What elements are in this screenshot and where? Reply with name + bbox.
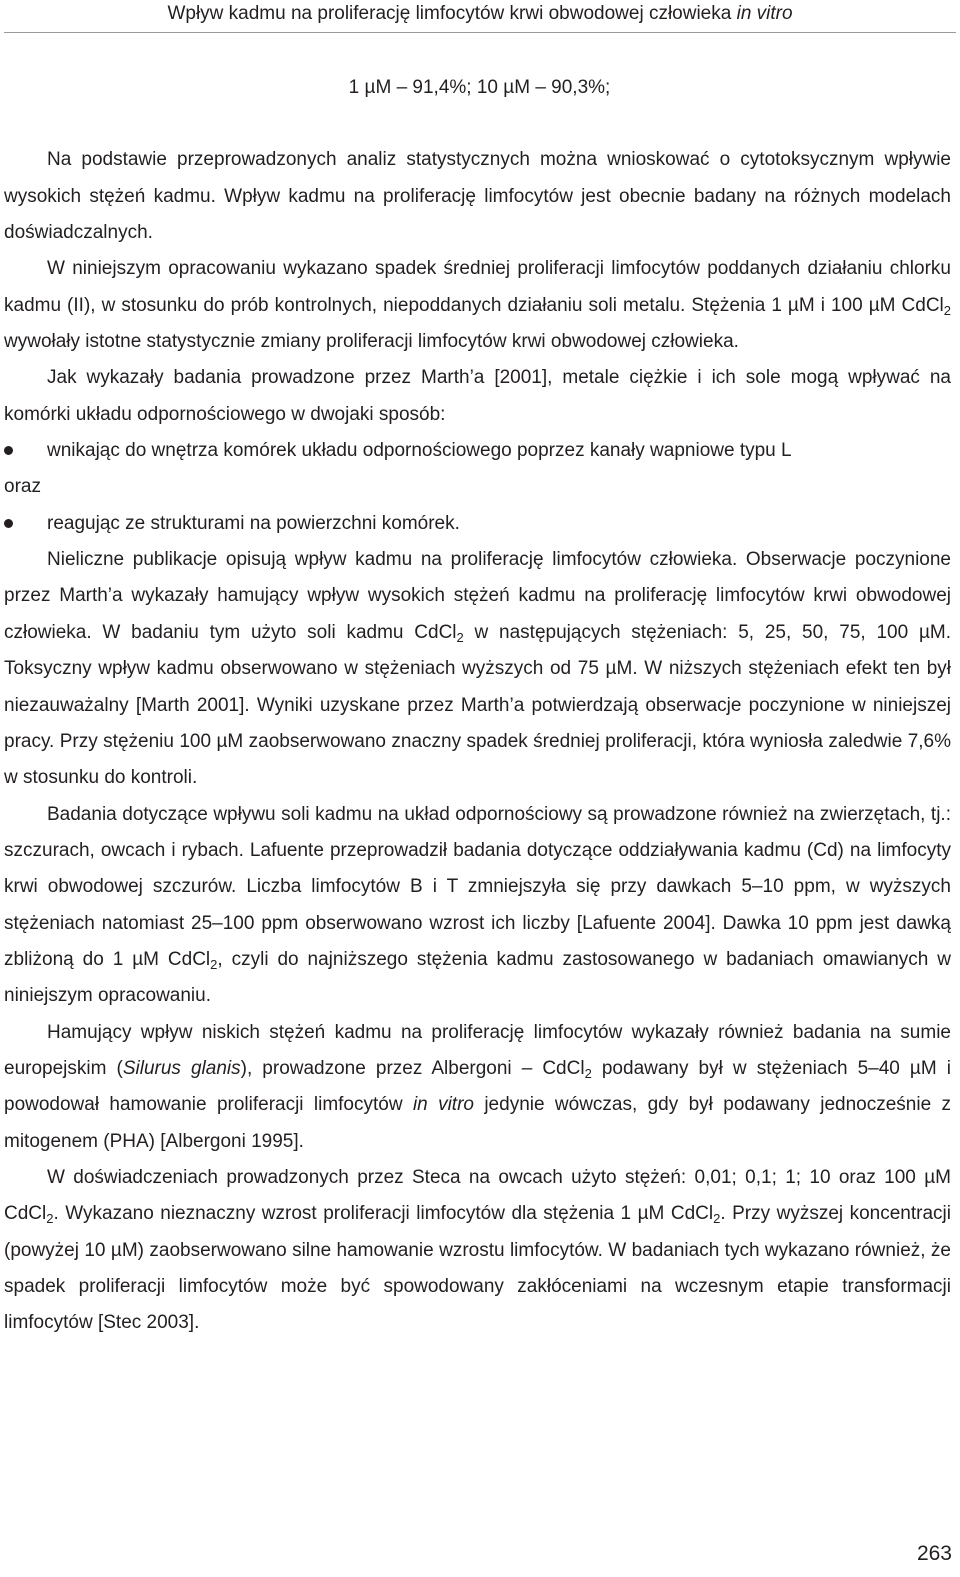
subscript: 2: [210, 956, 218, 972]
paragraph-6-text-d: jedynie wówczas, gdy był podawany jednocześnie z mitogenem (PHA) [Albergoni 1995].: [4, 1094, 951, 1152]
paragraph-6-text-b: ), prowadzone przez Albergoni – CdCl: [240, 1057, 585, 1079]
paragraph-4: [4, 542, 951, 796]
paragraph-6: [4, 1015, 951, 1160]
paragraph-3: Jak wykazały badania prowadzone przez Marth’a [2001], metale ciężkie i ich sole mogą wpływać na komórki układu odpornościowego w dwojaki sposób:: [4, 367, 951, 425]
bullet-item-2-text: reagując ze strukturami na powierzchni komórek.: [47, 512, 460, 534]
subscript: 2: [456, 629, 464, 645]
paragraph-7-text-a: W doświadczeniach prowadzonych przez Steca na owcach użyto stężeń: 0,01; 0,1; 1; 10 oraz 100 µM CdCl: [4, 1166, 951, 1225]
paragraph-7-text-c: . Przy wyższej koncentracji (powyżej 10 µM) zaobserwowano silne hamowanie wzrostu limfocytów. W badaniach tych wykazano również, że spadek proliferacji limfocytów może być spowodowany zakłóceniami na wczesnym etapie transformacji limfocytów [Stec 2003].: [4, 1203, 951, 1334]
paragraph-5: [4, 797, 951, 1015]
header-divider: [4, 32, 956, 33]
bullet-icon: [4, 519, 13, 528]
bullet-item-1-continuation: oraz: [4, 476, 41, 498]
subscript: 2: [943, 302, 951, 318]
species-name: Silurus glanis: [122, 1057, 241, 1079]
subscript: 2: [46, 1211, 54, 1227]
bullet-item-1-text: wnikając do wnętrza komórek układu odpornościowego poprzez kanały wapniowe typu L: [47, 440, 792, 462]
paragraph-6-text-c: podawany był w stężeniach 5–40 µM i powodował hamowanie proliferacji limfocytów: [4, 1057, 951, 1116]
paragraph-1: Na podstawie przeprowadzonych analiz statystycznych można wnioskować o cytotoksycznym wpływie wysokich stężeń kadmu. Wpływ kadmu na proliferację limfocytów jest obecnie badany na różnych modelach doświadczalnych.: [4, 149, 951, 244]
paragraph-7-text-b: . Wykazano nieznaczny wzrost proliferacji limfocytów dla stężenia 1 µM CdCl: [53, 1203, 714, 1225]
paragraph-2: [4, 251, 951, 360]
bullet-item-1: [4, 433, 951, 506]
subscript: 2: [584, 1065, 592, 1081]
paragraph-2-text-a: W niniejszym opracowaniu wykazano spadek średniej proliferacji limfocytów poddanych działaniu chlorku kadmu (II), w stosunku do prób kontrolnych, niepoddanych działaniu soli metalu. Stężenia 1 µM i 100 µM CdCl: [4, 258, 951, 316]
paragraph-5-text-a: Badania dotyczące wpływu soli kadmu na układ odpornościowy są prowadzone również na zwierzętach, tj.: szczurach, owcach i rybach. Lafuente przeprowadził badania dotyczące oddziaływania kadmu (Cd) na limfocyty krwi obwodowej szczurów. Liczba limfocytów B i T zmniejszyła się przy dawkach 5–10 ppm, w wyższych stężeniach natomiast 25–100 ppm obserwowano wzrost ich liczby [Lafuente 2004]. Dawka 10 ppm jest dawką zbliżoną do 1 µM CdCl: [4, 803, 951, 970]
body-text: [4, 70, 951, 1342]
page-number: 263: [916, 1542, 952, 1565]
bullet-item-2: [4, 506, 951, 542]
paragraph-5-text-b: , czyli do najniższego stężenia kadmu zastosowanego w badaniach omawianych w niniejszym opracowaniu.: [4, 948, 951, 1007]
paragraph-4-text-b: w następujących stężeniach: 5, 25, 50, 75, 100 µM. Toksyczny wpływ kadmu obserwowano w stężeniach wyższych od 75 µM. W niższych stężeniach efekt ten był niezauważalny [Marth 2001]. Wyniki uzyskane przez Marth’a potwierdzają obserwacje poczynione w niniejszej pracy. Przy stężeniu 100 µM zaobserwowano znaczny spadek średniej proliferacji, która wyniosła zaledwie 7,6% w stosunku do kontroli.: [4, 621, 951, 789]
running-title: Wpływ kadmu na proliferację limfocytów krwi obwodowej człowieka: [167, 3, 737, 24]
blank-line: [4, 106, 951, 142]
subscript: 2: [713, 1211, 721, 1227]
paragraph-7: [4, 1160, 951, 1342]
running-header: [0, 0, 960, 34]
paragraph-2-text-b: wywołały istotne statystycznie zmiany proliferacji limfocytów krwi obwodowej człowieka.: [4, 331, 739, 353]
bullet-icon: [4, 446, 13, 455]
viability-line: 1 µM – 91,4%; 10 µM – 90,3%;: [348, 77, 611, 98]
paragraph-6-text-a: Hamujący wpływ niskich stężeń kadmu na proliferację limfocytów wykazały również badania na sumie europejskim (: [4, 1021, 951, 1079]
paragraph-4-text-a: Nieliczne publikacje opisują wpływ kadmu na proliferację limfocytów człowieka. Obserwacje poczynione przez Marth’a wykazały hamujący wpływ wysokich stężeń kadmu na proliferację limfocytów krwi obwodowej człowieka. W badaniu tym użyto soli kadmu CdCl: [4, 549, 951, 643]
in-vitro-term: in vitro: [412, 1094, 474, 1116]
running-title-italic: in vitro: [736, 3, 793, 24]
